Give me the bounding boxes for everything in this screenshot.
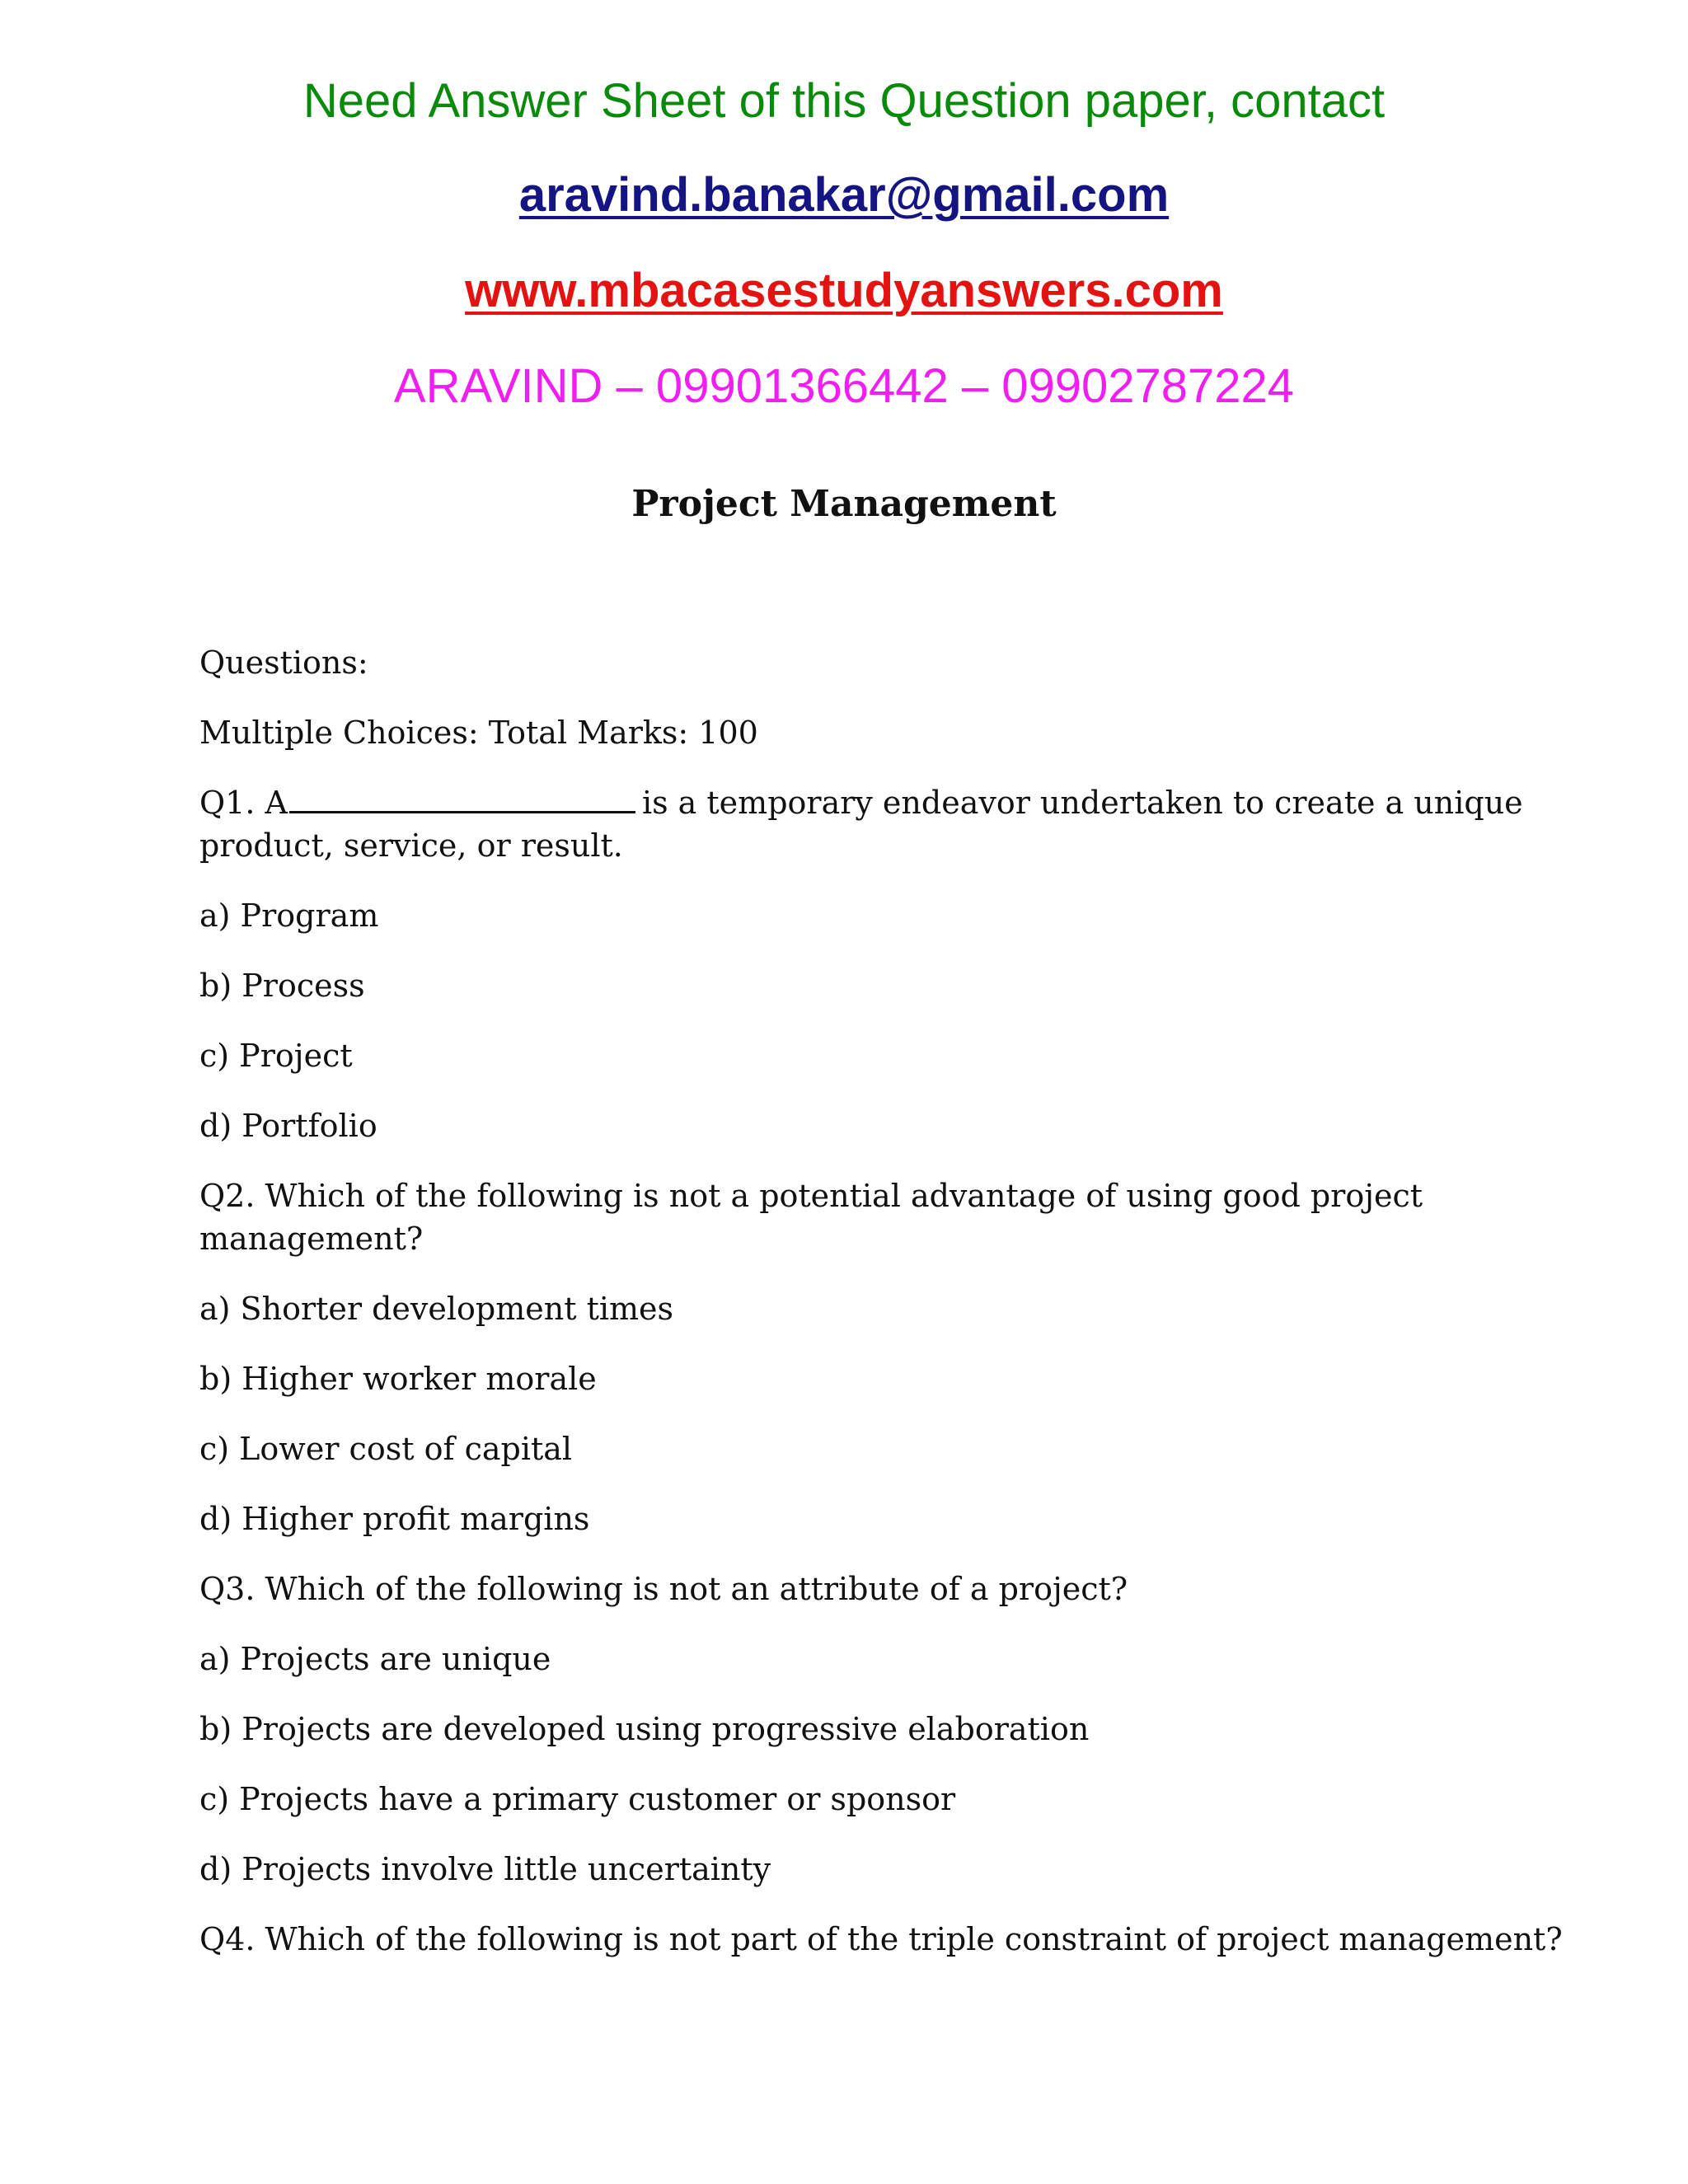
answer-blank xyxy=(289,785,635,813)
question-1-option-b: b) Process xyxy=(199,968,365,1004)
question-2: Q2. Which of the following is not a potential advantage of using good project xyxy=(199,1178,1423,1214)
question-3: Q3. Which of the following is not an attribute of a project? xyxy=(199,1571,1128,1607)
question-1-option-c: c) Project xyxy=(199,1038,353,1074)
question-2-option-c: c) Lower cost of capital xyxy=(199,1431,573,1467)
question-4: Q4. Which of the following is not part of the triple constraint of project management? xyxy=(199,1921,1563,1957)
website-link[interactable]: www.mbacasestudyanswers.com xyxy=(465,264,1223,317)
phone-line: ARAVIND – 09901366442 – 09902787224 xyxy=(393,359,1295,413)
question-3-option-b: b) Projects are developed using progressive elaboration xyxy=(199,1711,1090,1747)
question-1-prefix: Q1. A xyxy=(199,785,288,821)
question-1-suffix: is a temporary endeavor undertaken to create a unique xyxy=(641,785,1523,821)
question-1-option-a: a) Program xyxy=(199,898,379,934)
question-3-option-d: d) Projects involve little uncertainty xyxy=(199,1851,771,1887)
question-2-option-a: a) Shorter development times xyxy=(199,1291,674,1327)
questions-label: Questions: xyxy=(199,644,368,681)
page-title: Project Management xyxy=(631,483,1057,525)
question-1 xyxy=(199,781,1523,824)
marks-line: Multiple Choices: Total Marks: 100 xyxy=(199,715,758,751)
question-2-option-b: b) Higher worker morale xyxy=(199,1361,597,1397)
question-1-continuation: product, service, or result. xyxy=(199,827,623,864)
question-3-option-c: c) Projects have a primary customer or sponsor xyxy=(199,1781,956,1817)
question-1-option-d: d) Portfolio xyxy=(199,1108,377,1144)
contact-heading: Need Answer Sheet of this Question paper, contact xyxy=(302,74,1386,128)
email-link[interactable]: aravind.banakar@gmail.com xyxy=(518,168,1170,222)
question-3-option-a: a) Projects are unique xyxy=(199,1641,551,1677)
question-2-option-d: d) Higher profit margins xyxy=(199,1501,590,1537)
question-2-continuation: management? xyxy=(199,1221,424,1257)
